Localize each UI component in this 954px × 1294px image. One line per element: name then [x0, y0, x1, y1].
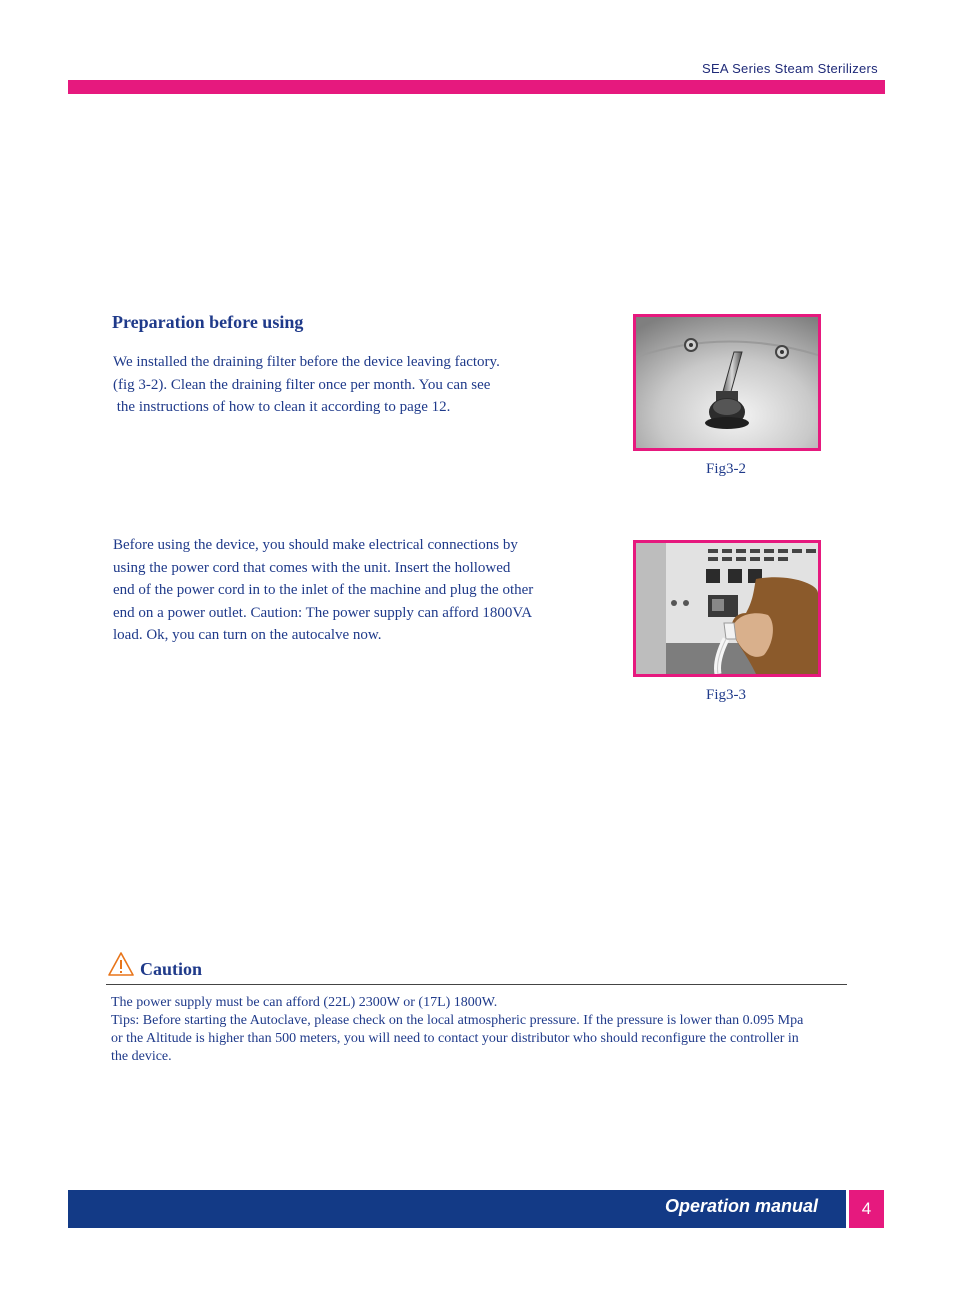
power-cord-illustration: [636, 543, 818, 674]
figure-draining-filter-photo: [633, 314, 821, 451]
paragraph-line: end on a power outlet. Caution: The power supply can afford 1800VA: [113, 604, 533, 621]
caution-body: [111, 994, 831, 1066]
figure-caption: Fig3-2: [706, 461, 747, 477]
section-heading: Preparation before using: [112, 312, 304, 332]
paragraph-line: load. Ok, you can turn on the autocalve now.: [113, 627, 382, 643]
caution-divider: [106, 984, 847, 985]
draining-filter-illustration: [636, 317, 818, 448]
paragraph-line: (fig 3-2). Clean the draining filter once per month. You can see: [113, 376, 491, 393]
caution-line: Tips: Before starting the Autoclave, please check on the local atmospheric pressure. If the pressure is lower than 0.095 Mpa: [111, 1013, 804, 1028]
paragraph-power-connection: [113, 534, 568, 647]
figure-caption: Fig3-3: [706, 687, 747, 703]
paragraph-line: Before using the device, you should make electrical connections by: [113, 537, 518, 553]
figure-power-cord-photo: [633, 540, 821, 677]
paragraph-line: using the power cord that comes with the unit. Insert the hollowed: [113, 559, 511, 576]
paragraph-line: We installed the draining filter before the device leaving factory.: [113, 354, 500, 370]
caution-line: or the Altitude is higher than 500 meters, you will need to contact your distributor who should reconfigure the controller in: [111, 1031, 799, 1046]
paragraph-draining-filter: [113, 351, 543, 419]
footer-title: Operation manual: [664, 1196, 818, 1216]
header-accent-bar: [68, 80, 885, 94]
paragraph-line: end of the power cord in to the inlet of the machine and plug the other: [113, 582, 534, 598]
paragraph-line: the instructions of how to clean it according to page 12.: [113, 399, 451, 415]
document-header-title: SEA Series Steam Sterilizers: [701, 61, 878, 76]
caution-line: the device.: [111, 1049, 172, 1064]
caution-heading: Caution: [140, 959, 203, 979]
caution-line: The power supply must be can afford (22L) 2300W or (17L) 1800W.: [111, 995, 498, 1010]
page-number: 4: [849, 1190, 884, 1228]
warning-triangle-icon: [108, 951, 134, 977]
